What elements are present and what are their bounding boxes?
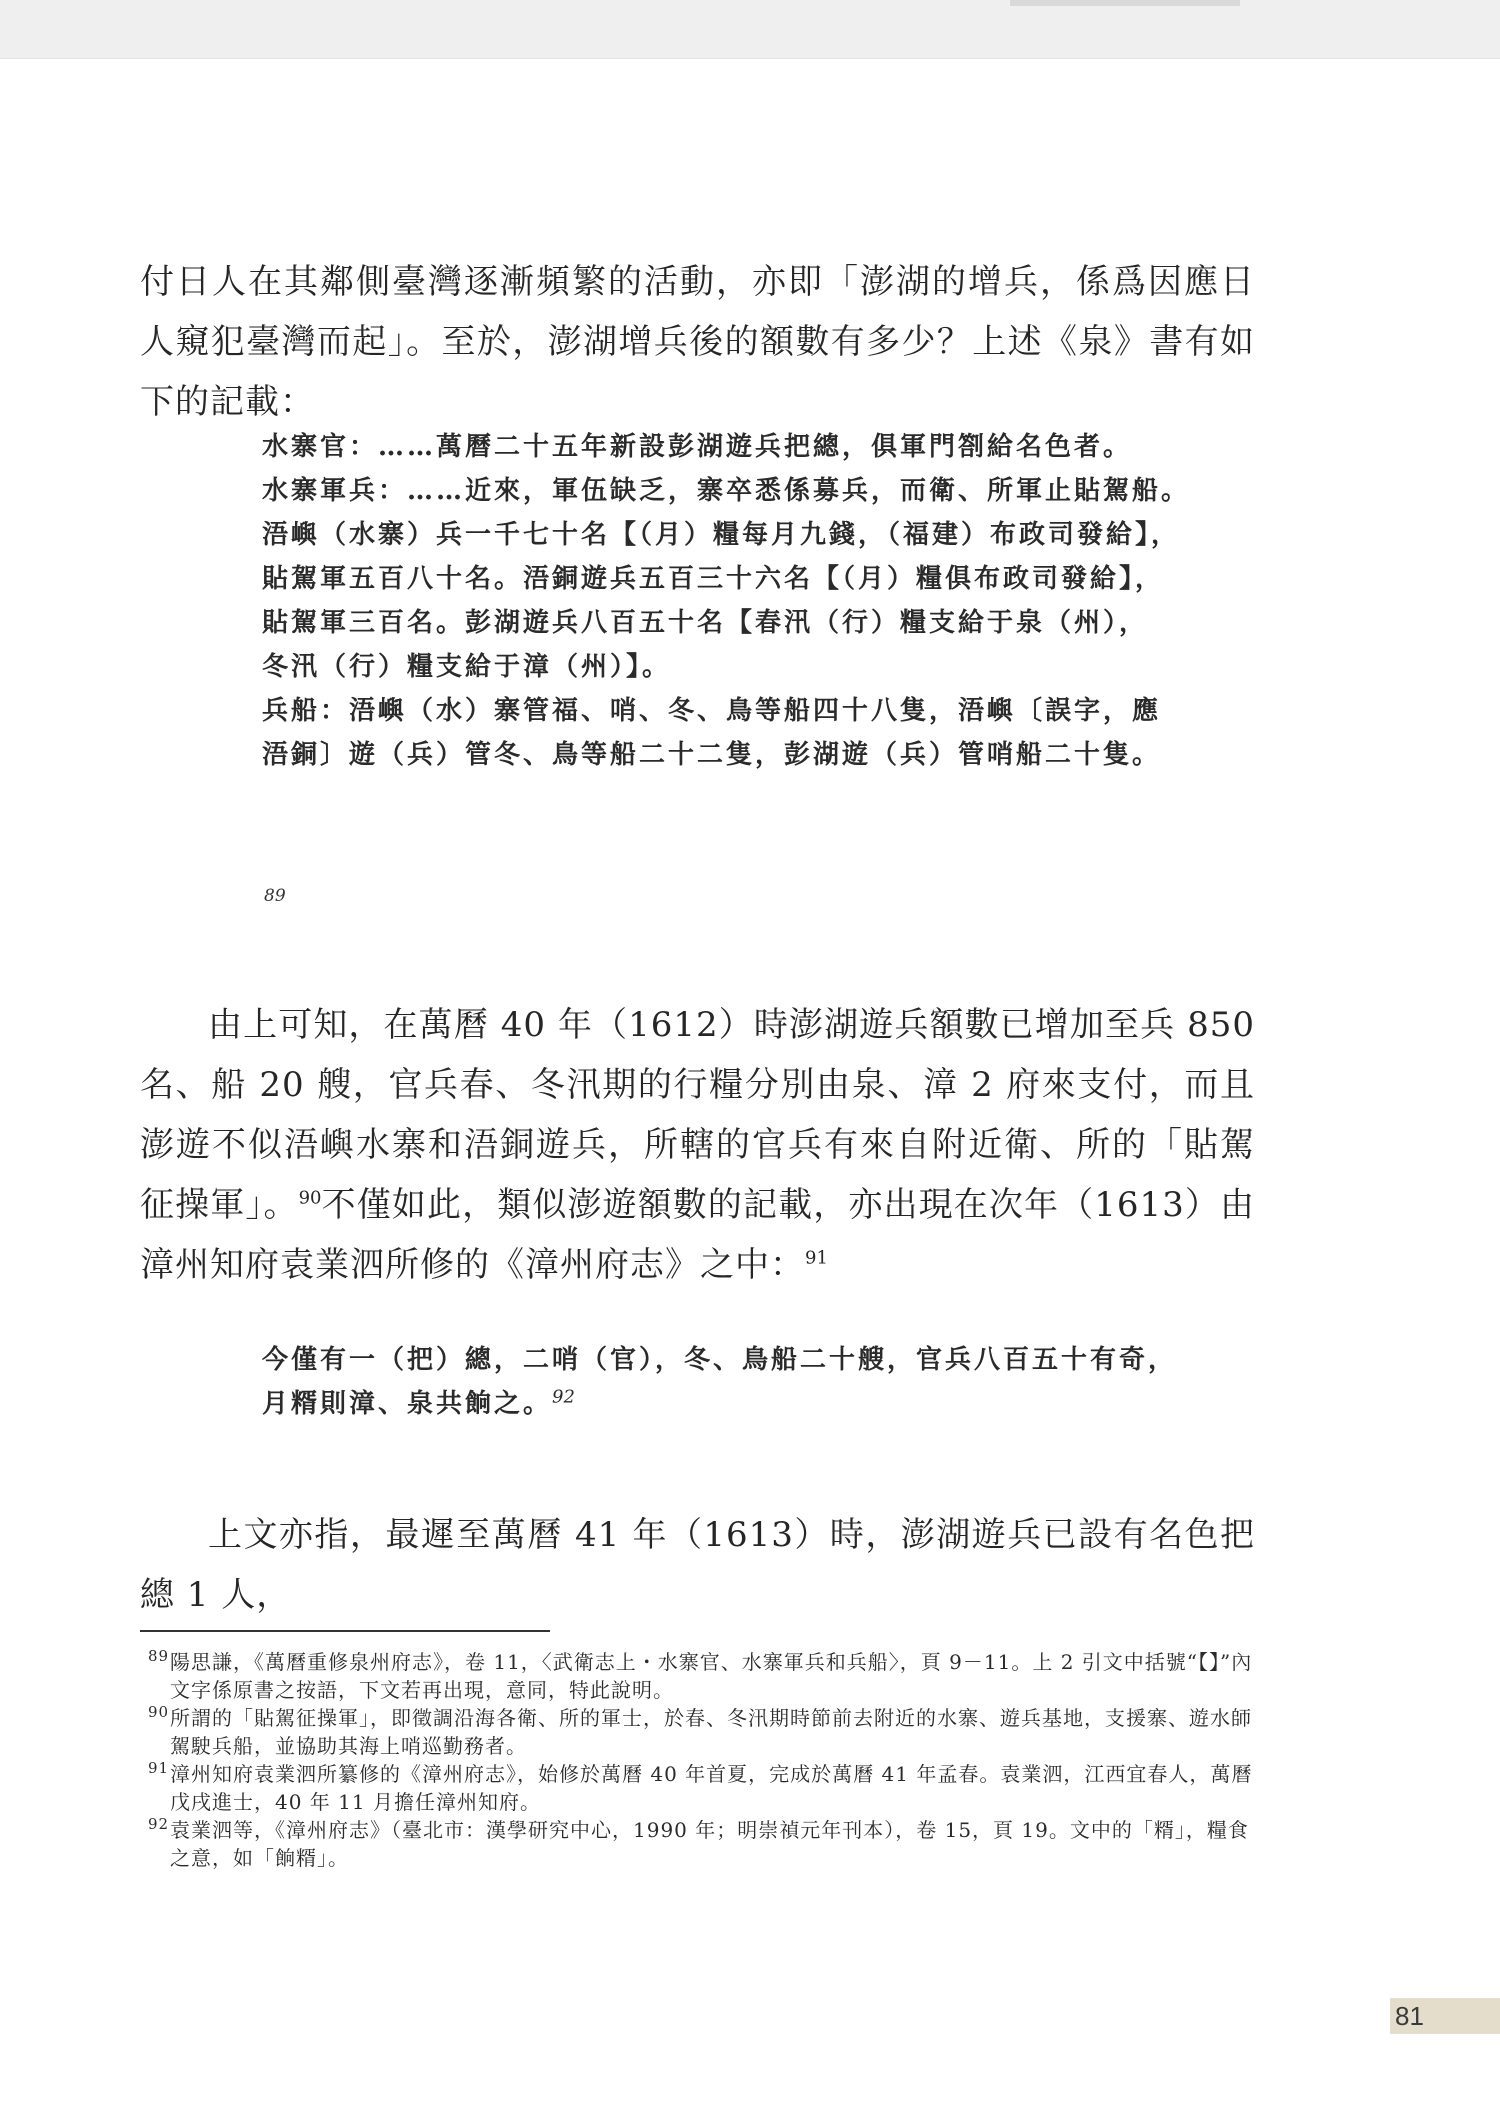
page-top-band [0,0,1500,59]
quote-line: 水寨官：……萬曆二十五年新設彭湖遊兵把總，俱軍門劄給名色者。 [262,432,1133,462]
footnote-ref-91[interactable]: 91 [805,1247,828,1269]
footnote-text: 所謂的「貼駕征操軍」，即徵調沿海各衛、所的軍士，於春、冬汛期時節前去附近的水寨、遊兵基地，支援寨、遊水師駕駛兵船，並協助其海上哨巡勤務者。 [170,1706,1252,1758]
footnote-number: 91 [148,1759,170,1777]
footnote-text: 陽思謙，《萬曆重修泉州府志》，卷 11，〈武衛志上・水寨官、水寨軍兵和兵船〉，頁 9－11。上 2 引文中括號“【】”內文字係原書之按語，下文若再出現，意同，特此說明。 [170,1650,1253,1702]
body-paragraph-1: 付日人在其鄰側臺灣逐漸頻繁的活動，亦即「澎湖的增兵，係爲因應日人窺犯臺灣而起」。至於，澎湖增兵後的額數有多少？上述《泉》書有如下的記載： [140,262,1255,422]
body-paragraph-2 [140,995,1255,1295]
quote-line: 兵船：浯嶼（水）寨管福、哨、冬、鳥等船四十八隻，浯嶼〔誤字，應 [262,696,1162,726]
block-quote-2 [262,1338,1252,1426]
quote-text: 月糈則漳、泉共餉之。 [262,1389,553,1419]
footnote-number: 89 [148,1647,170,1665]
footnote [148,1648,1253,1704]
block-quote-1 [262,425,1252,777]
quote-line: 貼駕軍五百八十名。浯銅遊兵五百三十六名【（月）糧俱布政司發給】， [262,564,1165,594]
footnote [148,1704,1253,1760]
quote-line [262,1382,1252,1426]
header-mark [1010,0,1240,6]
footnote-number: 90 [148,1703,170,1721]
footnote [148,1760,1253,1816]
quote-line: 浯銅〕遊（兵）管冬、鳥等船二十二隻，彭湖遊（兵）管哨船二十隻。 [262,740,1162,770]
quote-line: 水寨軍兵：……近來，軍伍缺乏，寨卒悉係募兵，而衛、所軍止貼駕船。 [262,476,1191,506]
body-paragraph-3: 上文亦指，最遲至萬曆 41 年（1613）時，澎湖遊兵已設有名色把總 1 人， [140,1515,1255,1615]
quote-line: 浯嶼（水寨）兵一千七十名【（月）糧每月九錢，（福建）布政司發給】， [262,520,1181,550]
body-text: 不僅如此，類似澎遊額數的記載，亦出現在次年（1613）由漳州知府袁業泗所修的《漳州府志》之中： [140,1185,1255,1285]
footnote [148,1816,1253,1872]
quote-line: 今僅有一（把）總，二哨（官），冬、鳥船二十艘，官兵八百五十有奇， [262,1345,1178,1375]
footnote-ref-89: 89 [264,886,286,906]
quote-line: 貼駕軍三百名。彭湖遊兵八百五十名【春汛（行）糧支給于泉（州）， [262,608,1149,638]
footnote-divider [140,1630,550,1632]
footnotes [148,1648,1253,1872]
footnote-number: 92 [148,1815,170,1833]
footnote-ref-92[interactable]: 92 [552,1386,575,1408]
footnote-ref-90[interactable]: 90 [298,1187,322,1209]
footnote-text: 袁業泗等，《漳州府志》（臺北市：漢學研究中心，1990 年；明崇禎元年刊本），卷 15，頁 19。文中的「糈」，糧食之意，如「餉糈」。 [170,1818,1249,1870]
quote-line: 冬汛（行）糧支給于漳（州）】。 [262,652,672,682]
page-number: 81 [1395,2001,1424,2031]
body-text: 由上可知，在萬曆 40 年（1612）時澎湖遊兵額數已增加至兵 850 名、船 20 艘，官兵春、冬汛期的行糧分別由泉、漳 2 府來支付，而且澎遊不似浯嶼水寨和浯銅遊兵，所轄的官兵有來自附近衛、所的「貼駕征操軍」。 [140,1005,1255,1225]
footnote-text: 漳州知府袁業泗所纂修的《漳州府志》，始修於萬曆 40 年首夏，完成於萬曆 41 年孟春。袁業泗，江西宜春人，萬曆戊戌進士，40 年 11 月擔任漳州知府。 [170,1762,1253,1814]
